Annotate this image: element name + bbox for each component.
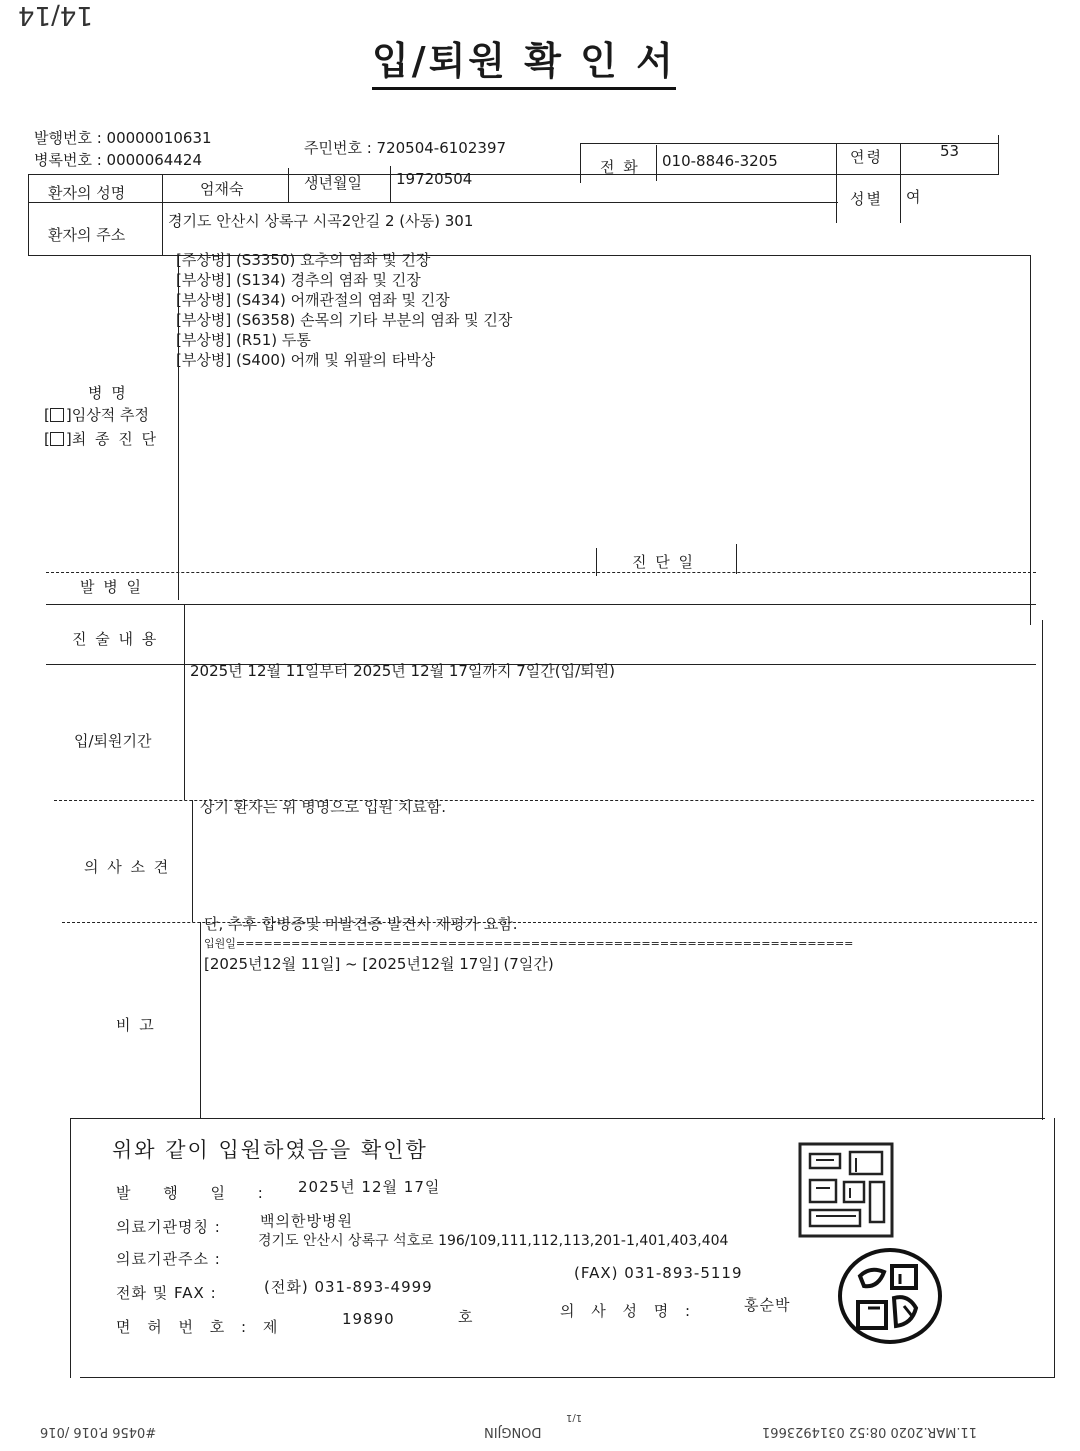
- issue-number: 발행번호 : 00000010631: [34, 129, 212, 147]
- diagnosis-item: [부상병] (S6358) 손목의 기타 부분의 염좌 및 긴장: [176, 311, 513, 329]
- clinical-option[interactable]: [ ]임상적 추정: [44, 406, 149, 424]
- phone-value: 010-8846-3205: [662, 152, 778, 170]
- license-label: 면 허 번 호 : 제: [116, 1318, 284, 1336]
- doctor-seal: [836, 1246, 944, 1346]
- birth-value: 19720504: [396, 170, 473, 188]
- fax-value: (FAX) 031-893-5119: [574, 1264, 743, 1282]
- page-number: 14/14: [18, 0, 93, 30]
- diagnosis-item: [부상병] (S134) 경추의 염좌 및 긴장: [176, 271, 421, 289]
- document-title: 입/퇴원 확 인 서: [372, 30, 676, 90]
- birth-label: 생년월일: [304, 174, 362, 192]
- license-suffix: 호: [458, 1308, 474, 1326]
- resident-number: 주민번호 : 720504-6102397: [304, 139, 507, 157]
- statement-label: 진 술 내 용: [72, 630, 159, 648]
- diagnosis-date-label: 진 단 일: [632, 553, 696, 571]
- name-value: 엄재숙: [200, 180, 244, 198]
- fax-footer-left: #0456 P.016 /016: [40, 1424, 157, 1439]
- tel-value: (전화) 031-893-4999: [264, 1278, 433, 1296]
- period-value: 2025년 12월 11일부터 2025년 12월 17일까지 7일간(입/퇴원): [190, 662, 615, 680]
- fax-footer-page: 1/1: [566, 1412, 583, 1423]
- hospital-address-label: 의료기관주소 :: [116, 1250, 221, 1268]
- fax-footer-mid: DONGJIN: [484, 1424, 542, 1439]
- remarks-label: 비 고: [116, 1016, 156, 1034]
- period-label: 입/퇴원기간: [74, 732, 152, 750]
- final-option[interactable]: [ ]최 종 진 단: [44, 430, 158, 448]
- tel-fax-label: 전화 및 FAX :: [116, 1284, 217, 1302]
- hospital-name-value: 백의한방병원: [260, 1212, 353, 1230]
- issue-date-label: 발 행 일 :: [116, 1184, 277, 1202]
- remarks-line: [2025년12월 11일] ~ [2025년12월 17일] (7일간): [204, 955, 554, 973]
- sex-label: 성별: [850, 190, 883, 208]
- opinion-value: 상기 환자는 위 병명으로 입원 치료함.: [200, 798, 446, 816]
- remarks-line: 단, 추후 합병증및 미발견증 발견시 재평가 요함.: [204, 915, 518, 933]
- onset-label: 발 병 일: [80, 578, 144, 596]
- diagnosis-item: [주상병] (S3350) 요추의 염좌 및 긴장: [176, 251, 431, 269]
- issue-date-value: 2025년 12월 17일: [298, 1178, 441, 1196]
- doctor-label: 의 사 성 명 :: [560, 1302, 697, 1320]
- hospital-name-label: 의료기관명칭 :: [116, 1218, 221, 1236]
- final-checkbox[interactable]: [50, 432, 64, 446]
- age-label: 연령: [850, 148, 883, 166]
- diagnosis-item: [부상병] (R51) 두통: [176, 331, 311, 349]
- diagnosis-list: [176, 250, 512, 370]
- fax-footer-right: 11.MAR.2020 08:52 0314923661: [762, 1424, 978, 1439]
- clinical-checkbox[interactable]: [50, 408, 64, 422]
- record-number: 병록번호 : 0000064424: [34, 151, 202, 169]
- name-label: 환자의 성명: [48, 184, 126, 202]
- address-label: 환자의 주소: [48, 226, 126, 244]
- license-value: 19890: [342, 1310, 395, 1328]
- phone-label: 전 화: [600, 158, 640, 176]
- doctor-value: 홍순박: [744, 1296, 791, 1314]
- sex-value: 여: [906, 188, 921, 206]
- confirm-text: 위와 같이 입원하였음을 확인함: [112, 1138, 428, 1162]
- hospital-seal: [796, 1140, 896, 1240]
- diagnosis-item: [부상병] (S400) 어깨 및 위팔의 타박상: [176, 351, 436, 369]
- diagnosis-item: [부상병] (S434) 어깨관절의 염좌 및 긴장: [176, 291, 450, 309]
- hospital-address-value: 경기도 안산시 상록구 석호로 196/109,111,112,113,201-1,401,403,404: [258, 1233, 729, 1249]
- opinion-label: 의 사 소 견: [84, 858, 171, 876]
- disease-label: 병 명: [88, 384, 128, 402]
- remarks-text: [204, 914, 853, 974]
- address-value: 경기도 안산시 상록구 시곡2안길 2 (사동) 301: [168, 212, 474, 230]
- age-value: 53: [940, 142, 960, 160]
- remarks-line: 입원일===================================================================: [204, 937, 854, 950]
